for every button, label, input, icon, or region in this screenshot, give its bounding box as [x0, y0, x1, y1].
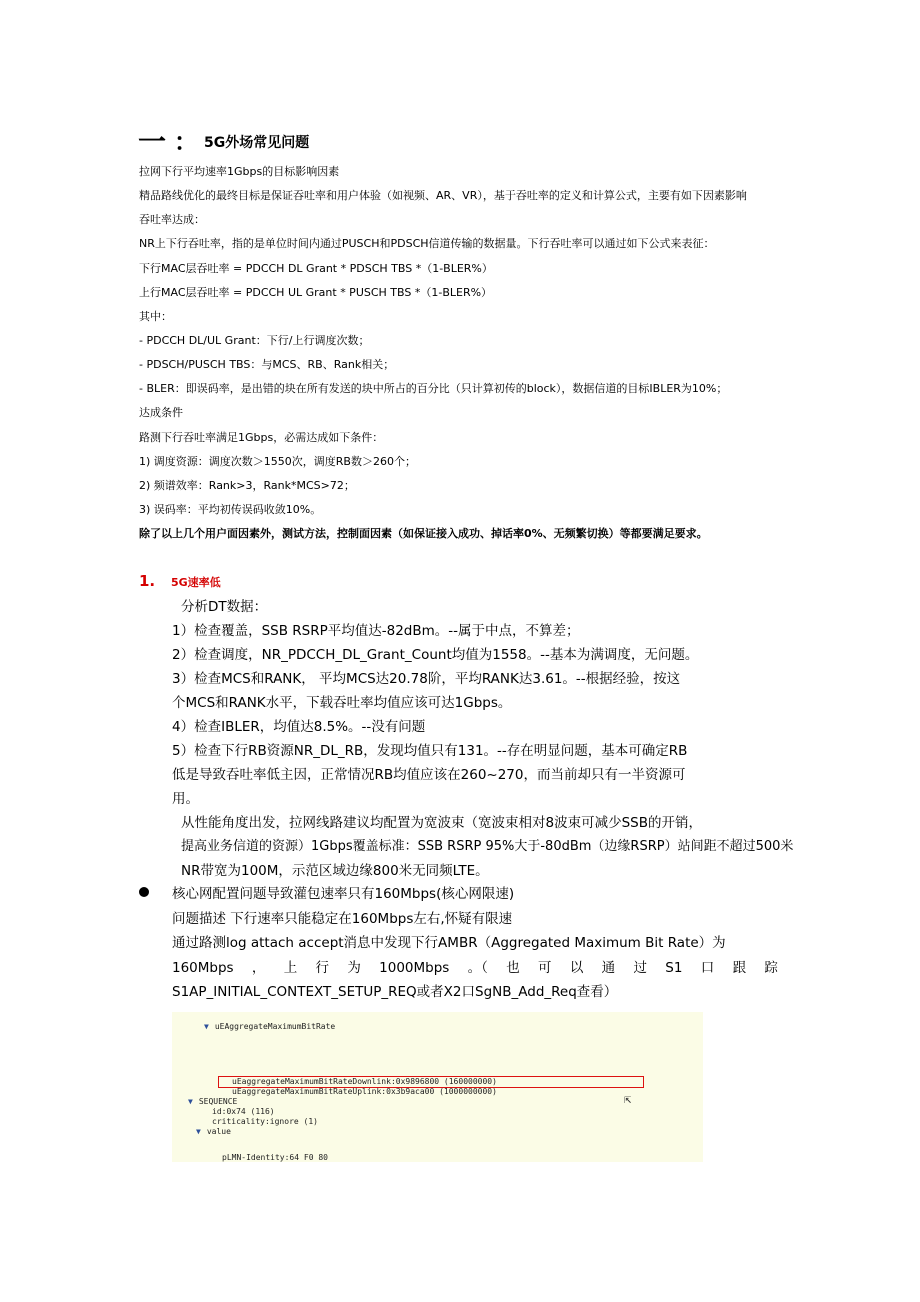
- expand-triangle-icon: ▼: [204, 1022, 209, 1031]
- heading-title: 5G外场常见问题: [204, 135, 310, 151]
- body-line: S1AP_INITIAL_CONTEXT_SETUP_REQ或者X2口SgNB_Add_Req查看）: [172, 984, 618, 1000]
- tree-leaf: pLMN-Identity:64 F0 80: [222, 1153, 328, 1162]
- word: 160Mbps: [172, 960, 234, 976]
- word: 通: [601, 960, 616, 976]
- condition-item: 2) 频谱效率：Rank>3，Rank*MCS>72；: [139, 479, 355, 492]
- intro-line: - BLER：即误码率，是出错的块在所有发送的块中所占的百分比（只计算初传的block），数据信道的目标IBLER为10%；: [139, 382, 728, 395]
- body-line: 5）检查下行RB资源NR_DL_RB，发现均值只有131。--存在明显问题，基本可确定RB: [172, 743, 688, 759]
- body-line: 4）检查IBLER，均值达8.5%。--没有问题: [172, 719, 426, 735]
- word: 口: [700, 960, 715, 976]
- section-heading: [138, 125, 310, 158]
- subsection-number: 1.: [139, 572, 156, 590]
- justified-line: [172, 959, 778, 977]
- word: ，: [251, 960, 266, 976]
- word: 跟: [732, 960, 747, 976]
- body-line: 分析DT数据：: [181, 599, 268, 615]
- word: 为: [347, 960, 361, 976]
- tree-node: [188, 1097, 237, 1107]
- intro-line: 其中：: [139, 310, 172, 323]
- subsection-heading: [139, 572, 221, 590]
- intro-line: 精品路线优化的最终目标是保证吞吐率和用户体验（如视频、AR、VR），基于吞吐率的定义和计算公式，主要有如下因素影响: [139, 189, 747, 202]
- word: 以: [569, 960, 584, 976]
- word: 可: [538, 960, 552, 976]
- word: 过: [633, 960, 647, 976]
- formula-uplink: 上行MAC层吞吐率 = PDCCH UL Grant * PUSCH TBS *（1-BLER%）: [139, 286, 493, 299]
- intro-line: 路测下行吞吐率满足1Gbps，必需达成如下条件：: [139, 431, 384, 444]
- intro-line: - PDSCH/PUSCH TBS：与MCS、RB、Rank相关；: [139, 358, 395, 371]
- condition-item: 3) 误码率：平均初传误码收敛10%。: [139, 503, 322, 516]
- heading-colon: ：: [174, 128, 199, 156]
- body-line: 个MCS和RANK水平，下载吞吐率均值应该可达1Gbps。: [172, 695, 512, 711]
- intro-line: - PDCCH DL/UL Grant：下行/上行调度次数；: [139, 334, 370, 347]
- body-line: 从性能角度出发，拉网线路建议均配置为宽波束（宽波束相对8波束可减少SSB的开销，: [181, 815, 702, 831]
- word: 行: [315, 960, 330, 976]
- intro-line: NR上下行吞吐率，指的是单位时间内通过PUSCH和PDSCH信道传输的数据量。下行吞吐率可以通过如下公式来表征：: [139, 237, 715, 250]
- subsection-title: 5G速率低: [171, 576, 221, 589]
- body-line: 低是导致吞吐率低主因，正常情况RB均值应该在260~270，而当前却只有一半资源可: [172, 767, 686, 783]
- bullet-title: 核心网配置问题导致灌包速率只有160Mbps(核心网限速): [172, 886, 515, 902]
- word: 1000Mbps: [379, 960, 450, 976]
- formula-downlink: 下行MAC层吞吐率 = PDCCH DL Grant * PDSCH TBS *（1-BLER%）: [139, 262, 493, 275]
- tree-leaf: id:0x74 (116): [212, 1107, 275, 1116]
- body-line: 用。: [172, 791, 199, 807]
- expand-triangle-icon: ▼: [188, 1097, 193, 1106]
- signaling-screenshot: [172, 1012, 703, 1162]
- intro-line: 吞吐率达成：: [139, 213, 205, 226]
- body-line: 3）检查MCS和RANK， 平均MCS达20.78阶，平均RANK达3.61。--根据经验，按这: [172, 671, 681, 687]
- word: S1: [665, 960, 683, 976]
- word: 踪: [764, 960, 778, 976]
- word: 。（: [467, 960, 488, 976]
- node-label: value: [206, 1127, 231, 1136]
- body-line: 提高业务信道的资源）1Gbps覆盖标准：SSB RSRP 95%大于-80dBm（边缘RSRP）站间距不超过500米: [181, 839, 794, 854]
- downlink-ambr: uEaggregateMaximumBitRateDownlink:0x9896800 (160000000): [232, 1077, 497, 1086]
- tree-node: [204, 1022, 335, 1032]
- expand-triangle-icon: ▼: [196, 1127, 201, 1136]
- body-line: 1）检查覆盖，SSB RSRP平均值达-82dBm。--属于中点，不算差；: [172, 623, 580, 639]
- word: 也: [506, 960, 520, 976]
- heading-number: 一: [138, 125, 165, 158]
- node-label: SEQUENCE: [198, 1097, 238, 1106]
- body-line: 通过路测log attach accept消息中发现下行AMBR（Aggregated Maximum Bit Rate）为: [172, 935, 726, 951]
- intro-line: 除了以上几个用户面因素外，测试方法，控制面因素（如保证接入成功、掉话率0%、无频繁切换）等都要满足要求。: [139, 527, 708, 540]
- body-line: 2）检查调度，NR_PDCCH_DL_Grant_Count均值为1558。--基本为满调度，无问题。: [172, 647, 699, 663]
- problem-description: 问题描述 下行速率只能稳定在160Mbps左右,怀疑有限速: [172, 911, 513, 927]
- word: 上: [283, 960, 298, 976]
- uplink-ambr: uEaggregateMaximumBitRateUplink:0x3b9aca00 (1000000000): [232, 1087, 497, 1096]
- bullet-icon: [139, 887, 149, 897]
- condition-item: 1) 调度资源：调度次数＞1550次，调度RB数＞260个；: [139, 455, 416, 468]
- mouse-cursor-icon: ⇱: [624, 1092, 632, 1106]
- intro-line: 拉网下行平均速率1Gbps的目标影响因素: [139, 165, 340, 178]
- intro-line: 达成条件: [139, 406, 183, 419]
- tree-node: [196, 1127, 231, 1137]
- node-label: uEAggregateMaximumBitRate: [214, 1022, 336, 1031]
- body-line: NR带宽为100M，示范区域边缘800米无同频LTE。: [181, 863, 489, 879]
- tree-leaf: criticality:ignore (1): [212, 1117, 318, 1126]
